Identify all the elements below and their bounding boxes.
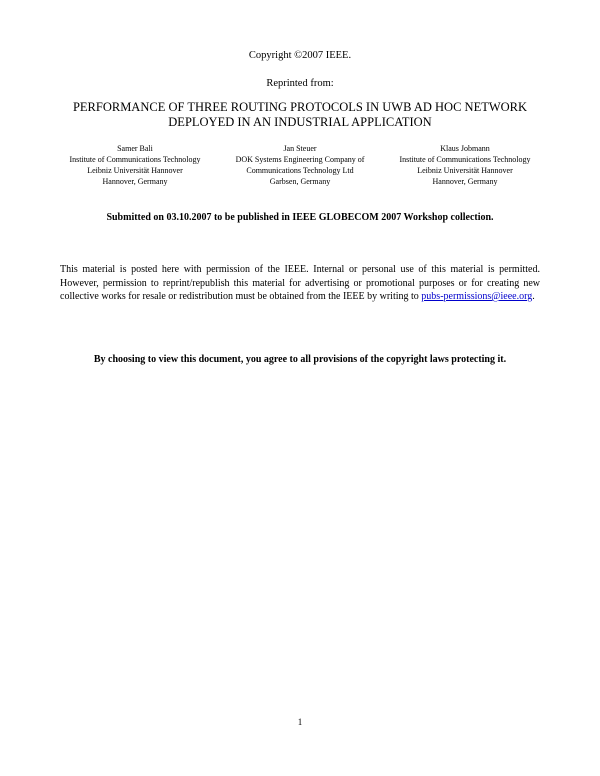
author-location: Hannover, Germany bbox=[102, 177, 168, 186]
paper-title bbox=[0, 100, 600, 130]
reprinted-from: Reprinted from: bbox=[266, 78, 334, 89]
author-affiliation: DOK Systems Engineering Company of bbox=[235, 155, 365, 164]
permission-paragraph bbox=[60, 263, 540, 304]
author-affiliation: Leibniz Universität Hannover bbox=[87, 166, 183, 175]
author-location: Hannover, Germany bbox=[432, 177, 498, 186]
author-name: Klaus Jobmann bbox=[440, 144, 490, 153]
author-list bbox=[55, 143, 545, 187]
author-affiliation: Institute of Communications Technology bbox=[69, 155, 201, 164]
author-block bbox=[220, 143, 380, 187]
author-block bbox=[55, 143, 215, 187]
permission-text: This material is posted here with permission of the IEEE. Internal or personal use of this material is permitted. However, permission to reprint/republish this material for advertising or promotional purposes or for creating new collective works for resale or redistribution must be obtained from the IEEE by writing to bbox=[60, 264, 540, 302]
title-line-2: DEPLOYED IN AN INDUSTRIAL APPLICATION bbox=[168, 115, 432, 129]
author-location: Garbsen, Germany bbox=[269, 177, 331, 186]
copyright-agreement: By choosing to view this document, you agree to all provisions of the copyright laws protecting it. bbox=[93, 354, 507, 365]
author-name: Jan Steuer bbox=[283, 144, 317, 153]
permission-end: . bbox=[532, 291, 535, 302]
page-number: 1 bbox=[297, 717, 303, 727]
author-block bbox=[385, 143, 545, 187]
author-affiliation: Leibniz Universität Hannover bbox=[417, 166, 513, 175]
copyright-notice: Copyright ©2007 IEEE. bbox=[248, 50, 352, 61]
title-line-1: PERFORMANCE OF THREE ROUTING PROTOCOLS IN UWB AD HOC NETWORK bbox=[72, 100, 528, 114]
author-name: Samer Bali bbox=[117, 144, 153, 153]
author-affiliation: Institute of Communications Technology bbox=[399, 155, 531, 164]
permissions-email-link[interactable]: pubs-permissions@ieee.org bbox=[421, 291, 533, 302]
author-affiliation: Communications Technology Ltd bbox=[246, 166, 354, 175]
submission-note: Submitted on 03.10.2007 to be published in IEEE GLOBECOM 2007 Workshop collection. bbox=[106, 212, 494, 223]
